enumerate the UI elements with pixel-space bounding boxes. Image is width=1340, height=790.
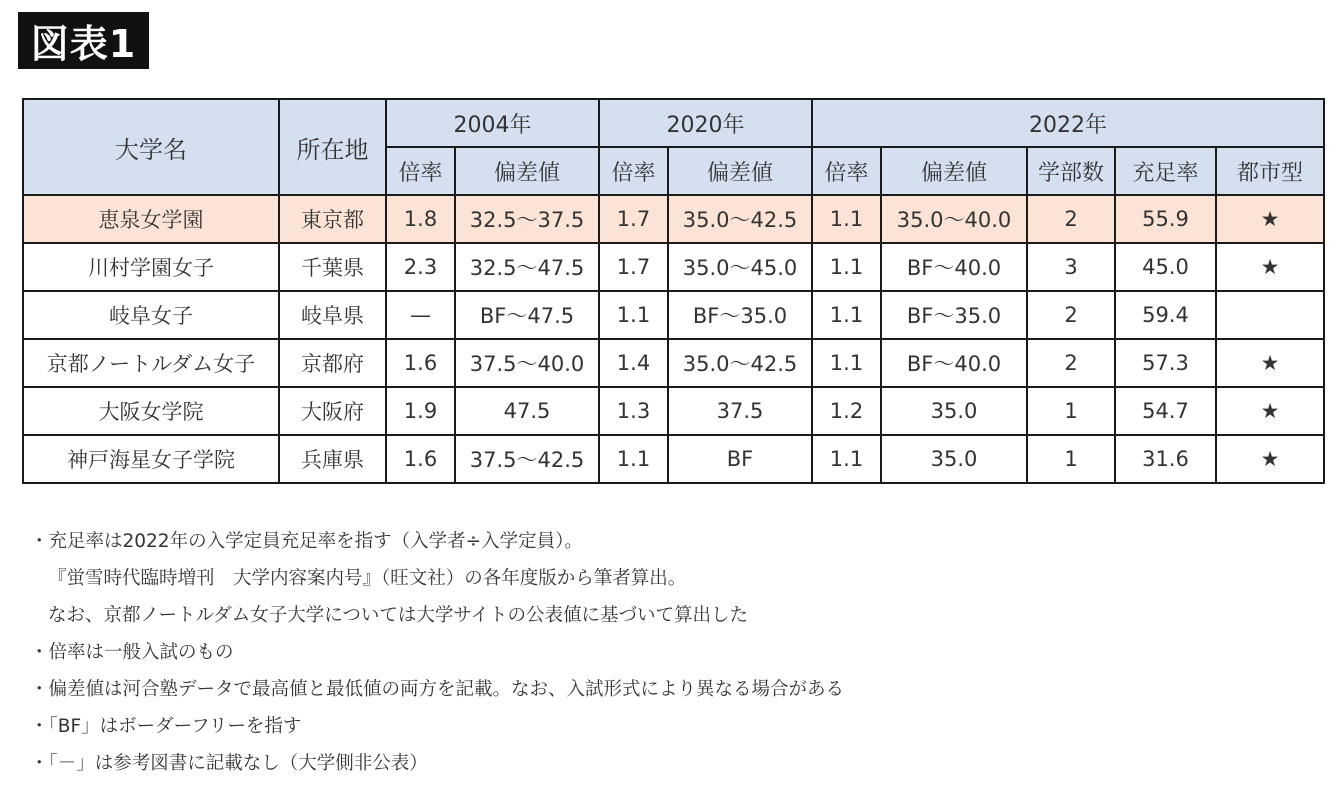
cell-ratio-2020: 1.1	[599, 291, 668, 339]
cell-deviation-2020: BF	[668, 435, 812, 483]
cell-fill-rate: 57.3	[1115, 339, 1216, 387]
header-university: 大学名	[23, 99, 279, 195]
cell-deviation-2004: 37.5〜40.0	[455, 339, 599, 387]
cell-deviation-2004: 32.5〜47.5	[455, 243, 599, 291]
cell-deviation-2022: BF〜40.0	[881, 339, 1027, 387]
cell-deviation-2020: BF〜35.0	[668, 291, 812, 339]
header-faculties: 学部数	[1027, 147, 1115, 195]
header-year-2022: 2022年	[812, 99, 1324, 147]
cell-ratio-2004: 1.9	[386, 387, 455, 435]
cell-ratio-2022: 1.1	[812, 435, 881, 483]
header-deviation-2004: 偏差値	[455, 147, 599, 195]
header-year-2020: 2020年	[599, 99, 812, 147]
cell-ratio-2020: 1.3	[599, 387, 668, 435]
university-table	[22, 98, 1325, 484]
cell-fill-rate: 59.4	[1115, 291, 1216, 339]
cell-ratio-2004: —	[386, 291, 455, 339]
cell-ratio-2022: 1.2	[812, 387, 881, 435]
note-source: 『蛍雪時代臨時増刊 大学内容案内号』（旺文社）の各年度版から筆者算出。	[48, 568, 687, 589]
cell-location: 大阪府	[279, 387, 386, 435]
cell-urban-star-icon: ★	[1216, 195, 1324, 243]
cell-faculties: 3	[1027, 243, 1115, 291]
cell-ratio-2022: 1.1	[812, 339, 881, 387]
cell-fill-rate: 31.6	[1115, 435, 1216, 483]
cell-urban-star-icon: ★	[1216, 387, 1324, 435]
header-urban: 都市型	[1216, 147, 1324, 195]
table-row	[23, 195, 1324, 243]
cell-deviation-2004: 37.5〜42.5	[455, 435, 599, 483]
cell-deviation-2020: 37.5	[668, 387, 812, 435]
cell-deviation-2022: 35.0	[881, 435, 1027, 483]
cell-name: 恵泉女学園	[23, 195, 279, 243]
cell-location: 兵庫県	[279, 435, 386, 483]
cell-deviation-2020: 35.0〜42.5	[668, 195, 812, 243]
note-deviation: ・偏差値は河合塾データで最高値と最低値の両方を記載。なお、入試形式により異なる場合がある	[30, 679, 845, 700]
cell-urban-star-icon: ★	[1216, 435, 1324, 483]
cell-ratio-2020: 1.1	[599, 435, 668, 483]
cell-ratio-2020: 1.7	[599, 195, 668, 243]
cell-ratio-2004: 1.6	[386, 339, 455, 387]
cell-faculties: 1	[1027, 435, 1115, 483]
header-location: 所在地	[279, 99, 386, 195]
header-fill-rate: 充足率	[1115, 147, 1216, 195]
header-ratio-2022: 倍率	[812, 147, 881, 195]
cell-ratio-2004: 1.8	[386, 195, 455, 243]
cell-ratio-2022: 1.1	[812, 195, 881, 243]
cell-deviation-2020: 35.0〜42.5	[668, 339, 812, 387]
cell-deviation-2004: 32.5〜37.5	[455, 195, 599, 243]
cell-deviation-2022: 35.0〜40.0	[881, 195, 1027, 243]
table-row	[23, 291, 1324, 339]
header-ratio-2020: 倍率	[599, 147, 668, 195]
figure-title: 図表1	[18, 12, 149, 69]
table-row	[23, 387, 1324, 435]
cell-faculties: 2	[1027, 195, 1115, 243]
footnotes	[30, 523, 1320, 782]
cell-deviation-2022: 35.0	[881, 387, 1027, 435]
note-dash: ・「－」は参考図書に記載なし（大学側非公表）	[30, 753, 428, 774]
cell-location: 千葉県	[279, 243, 386, 291]
cell-fill-rate: 54.7	[1115, 387, 1216, 435]
cell-urban-star-icon: ★	[1216, 339, 1324, 387]
cell-fill-rate: 55.9	[1115, 195, 1216, 243]
cell-deviation-2022: BF〜40.0	[881, 243, 1027, 291]
cell-deviation-2020: 35.0〜45.0	[668, 243, 812, 291]
note-fill-rate: ・充足率は2022年の入学定員充足率を指す（入学者÷入学定員）。	[30, 531, 583, 552]
header-deviation-2020: 偏差値	[668, 147, 812, 195]
cell-name: 京都ノートルダム女子	[23, 339, 279, 387]
cell-urban	[1216, 291, 1324, 339]
cell-location: 東京都	[279, 195, 386, 243]
cell-ratio-2022: 1.1	[812, 243, 881, 291]
cell-deviation-2022: BF〜35.0	[881, 291, 1027, 339]
cell-faculties: 1	[1027, 387, 1115, 435]
cell-faculties: 2	[1027, 339, 1115, 387]
cell-location: 岐阜県	[279, 291, 386, 339]
cell-name: 岐阜女子	[23, 291, 279, 339]
cell-deviation-2004: BF〜47.5	[455, 291, 599, 339]
header-year-2004: 2004年	[386, 99, 599, 147]
cell-faculties: 2	[1027, 291, 1115, 339]
cell-ratio-2004: 2.3	[386, 243, 455, 291]
cell-location: 京都府	[279, 339, 386, 387]
cell-ratio-2020: 1.4	[599, 339, 668, 387]
cell-name: 神戸海星女子学院	[23, 435, 279, 483]
table-row	[23, 435, 1324, 483]
cell-deviation-2004: 47.5	[455, 387, 599, 435]
cell-urban-star-icon: ★	[1216, 243, 1324, 291]
cell-name: 大阪女学院	[23, 387, 279, 435]
header-ratio-2004: 倍率	[386, 147, 455, 195]
cell-fill-rate: 45.0	[1115, 243, 1216, 291]
table-row	[23, 339, 1324, 387]
note-bf: ・「BF」はボーダーフリーを指す	[30, 716, 302, 737]
note-kyoto: なお、京都ノートルダム女子大学については大学サイトの公表値に基づいて算出した	[48, 605, 749, 626]
note-ratio: ・倍率は一般入試のもの	[30, 642, 234, 663]
header-deviation-2022: 偏差値	[881, 147, 1027, 195]
cell-ratio-2020: 1.7	[599, 243, 668, 291]
cell-name: 川村学園女子	[23, 243, 279, 291]
table-row	[23, 243, 1324, 291]
cell-ratio-2004: 1.6	[386, 435, 455, 483]
cell-ratio-2022: 1.1	[812, 291, 881, 339]
